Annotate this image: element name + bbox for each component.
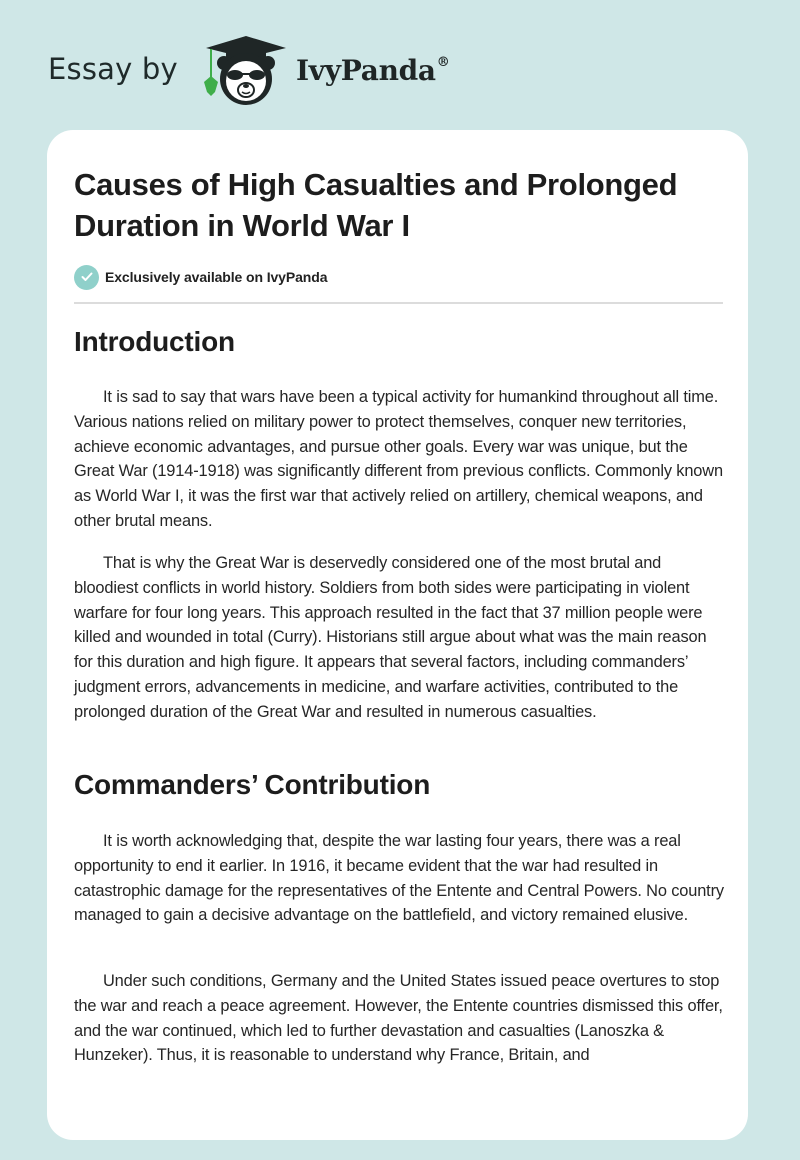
panda-logo-icon[interactable]: [200, 34, 292, 110]
essay-card: [47, 130, 748, 1140]
exclusive-badge: [74, 264, 327, 290]
essay-by-label: Essay by: [48, 52, 178, 86]
paragraph: It is sad to say that wars have been a typical activity for humankind throughout all time. Various nations relied on military power to protect themselves, conquer new territories, achieve economic advantages, and pursue other goals. Every war was unique, but the Great War (1914-1918) was significantly different from previous conflicts. Commonly known as World War I, it was the first war that actively relied on artillery, chemical weapons, and other brutal means.: [74, 388, 723, 530]
badge-text: Exclusively available on IvyPanda: [105, 269, 328, 285]
brand-name: IvyPanda: [296, 54, 436, 87]
paragraph: That is why the Great War is deservedly considered one of the most brutal and bloodiest conflicts in world history. Soldiers from both sides were participating in violent warfare for four long years. This approach resulted in the fact that 37 million people were killed and wounded in total (Curry). Historians still argue about what was the main reason for this duration and high figure. It appears that several factors, including commanders’ judgment errors, advancements in medicine, and warfare activities, contributed to the prolonged duration of the Great War and resulted in numerous casualties.: [74, 554, 707, 721]
divider: [74, 302, 723, 304]
check-circle-icon: [74, 265, 99, 290]
section-heading-introduction: Introduction: [74, 326, 235, 357]
registered-mark: ®: [436, 54, 450, 70]
paragraph: It is worth acknowledging that, despite the war lasting four years, there was a real opportunity to end it earlier. In 1916, it became evident that the war had resulted in catastrophic damage for the representatives of the Entente and Central Powers. No country managed to gain a decisive advantage on the battlefield, and victory remained elusive.: [74, 832, 724, 925]
section-heading-commanders-contribution: Commanders’ Contribution: [74, 769, 431, 800]
site-header: [0, 0, 800, 130]
page-title: Causes of High Casualties and Prolonged Duration in World War I: [74, 167, 678, 243]
paragraph: Under such conditions, Germany and the United States issued peace overtures to stop the war and reach a peace agreement. However, the Entente countries dismissed this offer, and the war continued, which led to further devastation and casualties (Lanoszka & Hunzeker). Thus, it is reasonable to understand why France, Britain, and: [74, 972, 723, 1065]
brand-wordmark[interactable]: [296, 54, 449, 87]
